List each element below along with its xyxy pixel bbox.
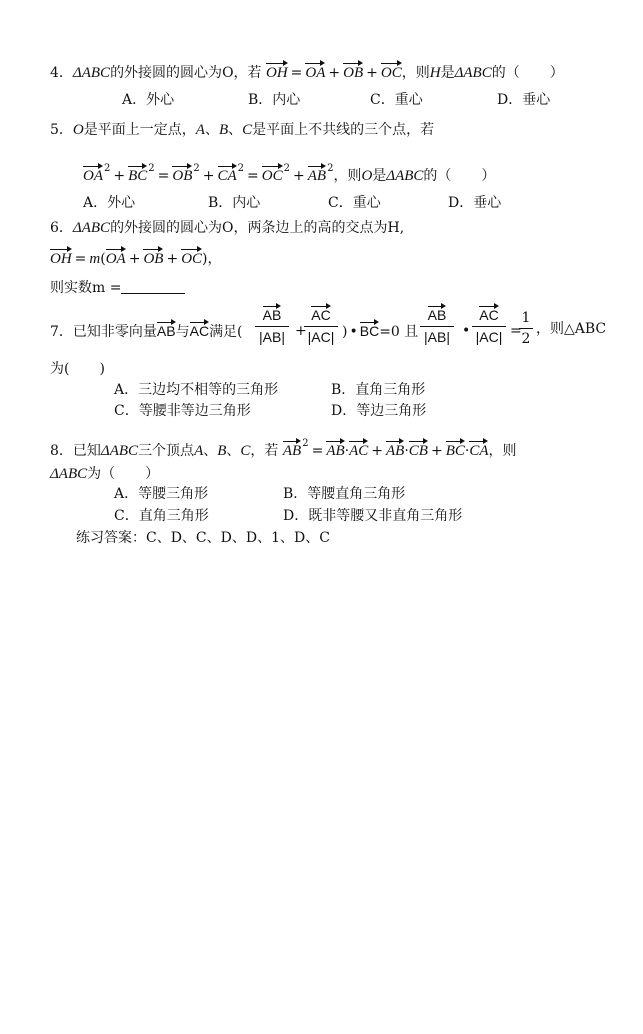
q7-vec-ab: AB (156, 323, 176, 339)
q4-vec-oa: OA (305, 62, 325, 82)
q4-option-d: D．垂心 (497, 92, 551, 108)
q4-center: O (222, 65, 234, 81)
q6-text-2: 则实数m = (50, 280, 122, 296)
q8-a: A (194, 443, 204, 459)
q7-tail: ，则△ABC (536, 321, 607, 337)
q5-text-2: 是平面上不共线的三个点，若 (252, 122, 435, 138)
q8-close: ） (145, 466, 160, 482)
q8-sq: 2 (302, 438, 309, 449)
q5-triangle: ΔABC (386, 168, 424, 184)
q4-vec-oh: OH (266, 62, 288, 82)
q8-triangle-2: ΔABC (50, 466, 88, 482)
q7-frac-ab-2 (420, 305, 454, 345)
q5-plus-3: + (293, 168, 305, 184)
q6-stem (50, 219, 404, 237)
q5-vec-ca: CA (218, 165, 237, 185)
q6-rparen: ) (202, 251, 208, 267)
q6-vec-oh: OH (50, 248, 72, 268)
q8-option-a: A．等腰三角形 (114, 486, 209, 502)
q8-plus-2: + (430, 443, 443, 459)
q7-plus: + (295, 323, 307, 339)
q7-frac-ac2-den: |AC| (475, 329, 503, 345)
q5-vec-oa: OA (83, 165, 103, 185)
q5-vec-oc: OC (262, 165, 283, 185)
q6-equation (50, 248, 222, 268)
q7-frac-ab2-num: AB (427, 307, 447, 323)
q8-vec-ab-3: AB (386, 440, 404, 460)
q4-option-b: B．内心 (248, 92, 301, 108)
q5-sq-6: 2 (327, 163, 334, 174)
q8-option-b: B．等腰直角三角形 (283, 486, 406, 502)
q5-option-b: B．内心 (208, 195, 261, 211)
q7-half-num: 1 (521, 310, 531, 326)
q8-wei (50, 465, 159, 483)
q6-vec-oc: OC (181, 248, 202, 268)
q8-sep-2: 、 (226, 443, 241, 459)
q5-text-5: 的（ (423, 168, 452, 184)
q7-text-1: 已知非零向量 (72, 324, 157, 340)
q6-vec-oa: OA (106, 248, 126, 268)
q4-vec-oc: OC (381, 62, 402, 82)
q4-vec-ob: OB (343, 62, 363, 82)
q5-b: B (218, 122, 229, 138)
q8-vec-bc: BC (446, 440, 465, 460)
q4-text-5: 的（ (491, 65, 520, 81)
q7-frac-ab2-den: |AB| (424, 329, 450, 345)
q6-triangle: ΔABC (72, 220, 111, 236)
q7-option-b: B．直角三角形 (331, 382, 426, 398)
q4-text-2: ，若 (233, 65, 262, 81)
q8-sep-1: 、 (203, 443, 218, 459)
q7-wei (50, 361, 105, 378)
q5-equation (83, 163, 495, 185)
q7-frac-ab-den: |AB| (259, 329, 285, 345)
q8-b: B (217, 443, 227, 459)
q6-lparen: ( (100, 251, 106, 267)
q8-vec-ac: AC (349, 440, 368, 460)
q7-dot-2: • (462, 323, 471, 339)
q7-half (519, 310, 533, 347)
q5-stem-line1 (50, 121, 434, 139)
q5-close: ） (481, 168, 496, 184)
answer-key: 练习答案：C、D、C、D、D、1、D、C (76, 530, 330, 546)
q7-frac-ac-num: AC (311, 307, 331, 323)
q7-eq: = (510, 323, 522, 339)
q5-option-d: D．垂心 (448, 195, 502, 211)
q7-text-6: 为( (50, 361, 70, 377)
q5-sq-2: 2 (148, 163, 155, 174)
q6-m: m (89, 251, 101, 267)
q5-sq-1: 2 (104, 163, 111, 174)
q5-option-a: A．外心 (83, 195, 136, 211)
q5-sep-2: 、 (228, 122, 243, 138)
q7-frac-ac2-num: AC (479, 307, 499, 323)
q5-c: C (242, 122, 253, 138)
q6-vec-ob: OB (143, 248, 163, 268)
q8-stem (50, 438, 516, 460)
q5-vec-bc: BC (128, 165, 147, 185)
q8-vec-ca: CA (469, 440, 488, 460)
q8-c: C (240, 443, 251, 459)
q7-frac-ac-den: |AC| (307, 329, 335, 345)
q7-mid (342, 321, 418, 341)
q4-stem (50, 62, 564, 82)
q7-close: ) (99, 361, 105, 377)
q7-frac-ab-num: AB (262, 307, 282, 323)
q7-stem (50, 321, 243, 341)
q5-vec-ab: AB (308, 165, 326, 185)
q8-number: 8．已知 (50, 443, 101, 459)
q6-comma: ， (207, 251, 222, 267)
q8-eq: = (311, 443, 324, 459)
q7-vec-bc: BC (359, 323, 380, 339)
q5-vec-ob: OB (172, 165, 192, 185)
q4-triangle: ΔABC (72, 65, 111, 81)
q5-sep-1: 、 (204, 122, 219, 138)
q7-number: 7． (50, 324, 73, 340)
q7-text-3: ) (342, 324, 348, 340)
q5-sq-4: 2 (237, 163, 245, 174)
q5-plus-2: + (202, 168, 215, 184)
q5-a: A (195, 122, 205, 138)
q4-triangle-2: ΔABC (454, 65, 492, 81)
q7-option-d: D．等边三角形 (331, 403, 427, 419)
q4-h: H (429, 65, 441, 81)
q4-number: 4． (50, 65, 73, 81)
q5-eq-2: = (247, 168, 259, 184)
q8-text-1: 三个顶点 (138, 443, 195, 459)
q7-text-4: =0 且 (379, 324, 419, 340)
q6-answer-line (50, 279, 185, 297)
q5-o: O (72, 122, 84, 138)
q7-dot-1: • (349, 324, 358, 340)
q5-option-c: C．重心 (328, 195, 381, 211)
q5-text-1: 是平面上一定点， (83, 122, 196, 138)
q7-option-c: C．等腰非等边三角形 (114, 403, 251, 419)
q8-dot-3: · (464, 443, 470, 459)
q6-eq: = (74, 251, 87, 267)
q6-number: 6． (50, 220, 73, 236)
q8-text-4: 为（ (87, 466, 116, 482)
q4-text-3: ，则 (401, 65, 430, 81)
q4-text-4: 是 (440, 65, 455, 81)
q8-vec-ab: AB (283, 440, 301, 460)
q5-number: 5． (50, 122, 73, 138)
q8-dot-2: · (404, 443, 409, 459)
q8-text-2: ，若 (250, 443, 279, 459)
q5-text-4: 是 (372, 168, 387, 184)
q7-half-den: 2 (521, 331, 531, 347)
q8-vec-cb: CB (409, 440, 428, 460)
q7-vec-ac: AC (189, 323, 210, 339)
q8-triangle: ΔABC (100, 443, 139, 459)
q8-option-c: C．直角三角形 (114, 508, 209, 524)
q7-option-a: A．三边均不相等的三角形 (114, 382, 279, 398)
q8-vec-ab-2: AB (326, 440, 344, 460)
q7-text-2: 满足( (209, 324, 243, 340)
q5-sq-5: 2 (283, 163, 290, 174)
q7-frac-ab (255, 305, 289, 345)
q6-plus-2: + (166, 251, 179, 267)
q8-option-d: D．既非等腰又非直角三角形 (283, 508, 463, 524)
q8-dot-1: · (344, 443, 350, 459)
q4-plus-2: + (366, 65, 378, 81)
q5-sq-3: 2 (193, 163, 200, 174)
q6-plus-1: + (128, 251, 141, 267)
q4-plus-1: + (328, 65, 341, 81)
q8-plus-1: + (371, 443, 383, 459)
q7-frac-ac (304, 305, 338, 345)
q4-text-1: 的外接圆的圆心为 (110, 65, 223, 81)
q4-eq: = (290, 65, 303, 81)
q5-eq-1: = (157, 168, 170, 184)
q7-yu: 与 (175, 324, 190, 340)
q4-option-a: A．外心 (122, 92, 175, 108)
q4-option-c: C．重心 (370, 92, 423, 108)
q4-close: ） (549, 65, 564, 81)
q7-frac-ac-2 (472, 305, 506, 345)
q8-text-3: ，则 (488, 443, 517, 459)
q5-o-2: O (361, 168, 373, 184)
q6-text-1: 的外接圆的圆心为O，两条边上的高的交点为H, (110, 220, 405, 236)
q5-plus-1: + (113, 168, 126, 184)
q5-text-3: ，则 (333, 168, 362, 184)
q6-answer-blank[interactable] (121, 279, 185, 294)
